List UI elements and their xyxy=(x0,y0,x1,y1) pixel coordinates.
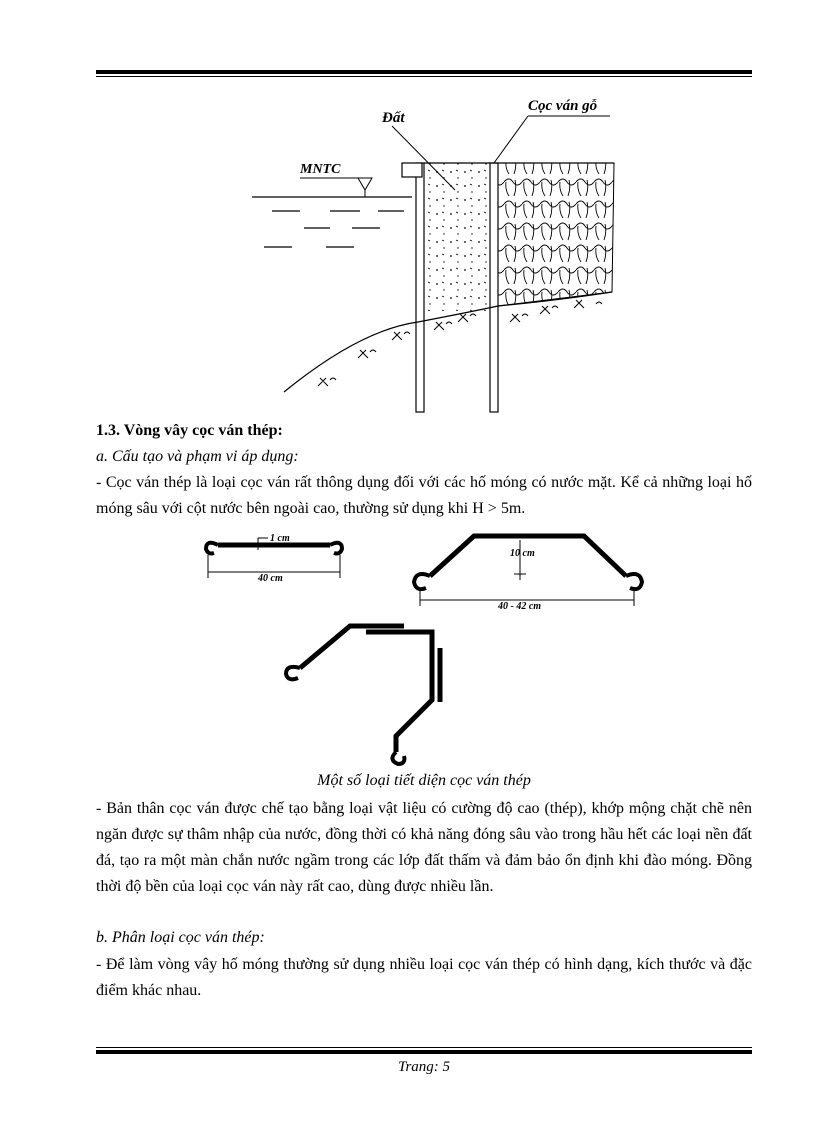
dim-40cm: 40 cm xyxy=(258,573,283,584)
trapezoid-section xyxy=(414,536,642,589)
dim-40-42cm: 40 - 42 cm xyxy=(498,601,542,612)
paragraph-2: - Bản thân cọc ván được chế tạo bằng loại vật liệu có cường độ cao (thép), khớp mộng chặt chẽ nên ngăn được sự thâm nhập của nước, đồng thời có khả năng đóng sâu vào trong hầu hết các loại nền đất đá, tạo ra một màn chắn nước ngầm trong các lớp đất thấm và đảm bảo ổn định khi đào móng. Đồng thời độ bền của loại cọc ván này rất cao, dùng được nhiều lần. xyxy=(96,800,752,895)
figure-caption: Một số loại tiết diện cọc ván thép xyxy=(317,772,531,789)
dat-label: Đất xyxy=(382,110,405,126)
page-number: Trang: 5 xyxy=(397,1059,451,1075)
mntc-label: MNTC xyxy=(300,162,341,177)
dim-1cm: 1 cm xyxy=(270,533,290,544)
paragraph-1: - Cọc ván thép là loại cọc ván rất thông dụng đối với các hố móng có nước mặt. Kể cả những loại hố móng sâu với cột nước bên ngoài cao, thường sử dụng khi H > 5m. xyxy=(96,474,752,517)
coc-van-go-label: Cọc ván gỗ xyxy=(528,98,598,114)
paragraph-3: - Để làm vòng vây hố móng thường sử dụng nhiều loại cọc ván thép có hình dạng, kích thước và đặc điểm khác nhau. xyxy=(96,956,752,999)
section-heading: 1.3. Vòng vây cọc ván thép: xyxy=(96,422,283,439)
corner-section xyxy=(286,626,440,764)
subheading-b: b. Phân loại cọc ván thép: xyxy=(96,929,265,946)
flat-section xyxy=(206,538,342,578)
footer-rule-thin xyxy=(96,1047,752,1048)
dim-10cm: 10 cm xyxy=(510,548,535,559)
subheading-a: a. Cấu tạo và phạm vi áp dụng: xyxy=(96,448,299,465)
